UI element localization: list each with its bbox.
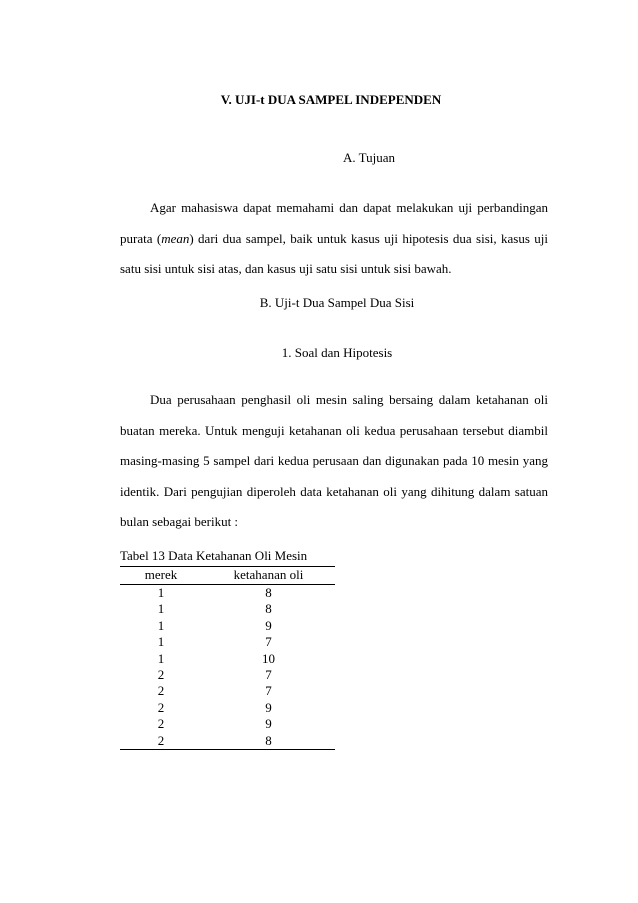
paragraph-tujuan [120, 193, 548, 285]
cell-merek: 2 [120, 733, 202, 750]
cell-ketahanan: 7 [265, 634, 272, 650]
table-row [120, 651, 335, 667]
section-heading-uji-t: B. Uji-t Dua Sampel Dua Sisi [259, 295, 415, 310]
table-row [120, 716, 335, 732]
chapter-title: V. UJI-t DUA SAMPEL INDEPENDEN [220, 92, 442, 107]
table-row [120, 634, 335, 650]
section-heading-tujuan: A. Tujuan [342, 150, 396, 165]
cell-merek: 1 [157, 601, 165, 617]
cell-merek: 2 [157, 716, 165, 732]
cell-merek: 2 [157, 683, 165, 699]
table-row [120, 601, 335, 617]
table-caption: Tabel 13 Data Ketahanan Oli Mesin [120, 548, 308, 563]
table-header-row [120, 567, 335, 585]
cell-merek: 2 [157, 699, 165, 715]
table-row [120, 700, 335, 716]
oil-durability-table [120, 566, 335, 750]
paragraph-line [120, 224, 548, 255]
subsection-heading-soal: 1. Soal dan Hipotesis [281, 345, 393, 360]
cell-merek: 1 [157, 617, 165, 633]
cell-ketahanan: 7 [265, 683, 272, 699]
table-row [120, 667, 335, 683]
text-run: purata ( [120, 230, 162, 246]
cell-ketahanan: 9 [265, 617, 272, 633]
table-row [120, 585, 335, 602]
paragraph-line: masing-masing 5 sampel dari kedua perusaan dan digunakan pada 10 mesin yang [120, 453, 548, 468]
cell-ketahanan: 9 [265, 699, 272, 715]
paragraph-line: Agar mahasiswa dapat memahami dan dapat melakukan uji perbandingan [150, 200, 548, 215]
cell-ketahanan: 9 [265, 716, 272, 732]
paragraph-line: satu sisi untuk sisi atas, dan kasus uji satu sisi untuk sisi bawah. [120, 261, 452, 276]
cell-merek: 1 [157, 585, 165, 600]
cell-merek: 2 [157, 667, 165, 683]
text-run: ) dari dua sampel, baik untuk kasus uji hipotesis dua sisi, kasus uji [189, 230, 549, 246]
column-header-ketahanan: ketahanan oli [202, 567, 335, 585]
paragraph-line: bulan sebagai berikut : [120, 514, 239, 529]
cell-merek: 1 [157, 634, 165, 650]
cell-ketahanan: 10 [262, 650, 275, 666]
paragraph-soal [120, 385, 548, 538]
table-body [120, 585, 335, 750]
table-row [120, 733, 335, 750]
column-header-merek: merek [120, 567, 202, 585]
table-row [120, 683, 335, 699]
cell-ketahanan: 7 [265, 667, 272, 683]
paragraph-line: identik. Dari pengujian diperoleh data ketahanan oli yang dihitung dalam satuan [120, 483, 548, 499]
cell-ketahanan: 8 [265, 585, 272, 600]
paragraph-line: Dua perusahaan penghasil oli mesin saling bersaing dalam ketahanan oli [150, 392, 548, 407]
paragraph-line: buatan mereka. Untuk menguji ketahanan oli kedua perusahaan tersebut diambil [120, 422, 548, 438]
italic-term: mean [161, 230, 190, 246]
cell-ketahanan: 8 [202, 733, 335, 750]
cell-merek: 1 [157, 650, 165, 666]
table-row [120, 618, 335, 634]
cell-ketahanan: 8 [265, 601, 272, 617]
